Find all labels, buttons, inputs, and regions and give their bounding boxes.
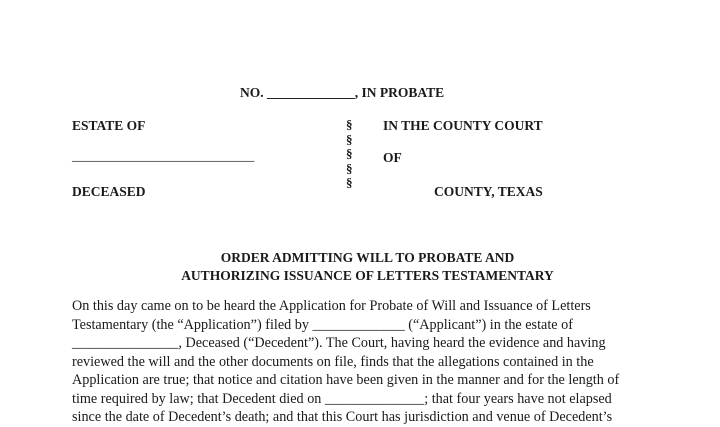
body-line: Application are true; that notice and citation have been given in the manner and for the length of xyxy=(72,372,620,388)
body-line: On this day came on to be heard the Application for Probate of Will and Issuance of Letters xyxy=(72,298,591,314)
of-label: OF xyxy=(383,150,402,165)
section-mark: § xyxy=(346,146,353,161)
section-mark: § xyxy=(346,175,353,190)
section-mark: § xyxy=(346,160,353,176)
case-number-line: NO. _____________, IN PROBATE xyxy=(240,85,445,100)
order-title-line-2: AUTHORIZING ISSUANCE OF LETTERS TESTAMENTARY xyxy=(181,268,554,283)
decedent-name-blank: ___________________________ xyxy=(72,148,255,163)
county-label: COUNTY, TEXAS xyxy=(434,184,543,199)
body-line: _______________, Deceased (“Decedent”). The Court, having heard the evidence and having xyxy=(72,335,606,351)
deceased-label: DECEASED xyxy=(72,184,146,199)
order-body-paragraph xyxy=(72,297,672,427)
section-mark: § xyxy=(346,117,353,132)
section-mark-column xyxy=(346,118,353,191)
order-title-line-1: ORDER ADMITTING WILL TO PROBATE AND xyxy=(220,250,515,265)
court-label: IN THE COUNTY COURT xyxy=(383,118,543,133)
body-line: since the date of Decedent’s death; and that this Court has jurisdiction and venue of Decedent’s xyxy=(72,409,613,425)
estate-of-label: ESTATE OF xyxy=(72,118,146,133)
section-mark: § xyxy=(346,131,353,147)
body-line: Testamentary (the “Application”) filed by _____________ (“Applicant”) in the estate of xyxy=(72,316,573,333)
body-line: time required by law; that Decedent died on ______________; that four years have not elapsed xyxy=(72,390,612,407)
body-line: reviewed the will and the other documents on file, finds that the allegations contained in the xyxy=(72,353,594,370)
